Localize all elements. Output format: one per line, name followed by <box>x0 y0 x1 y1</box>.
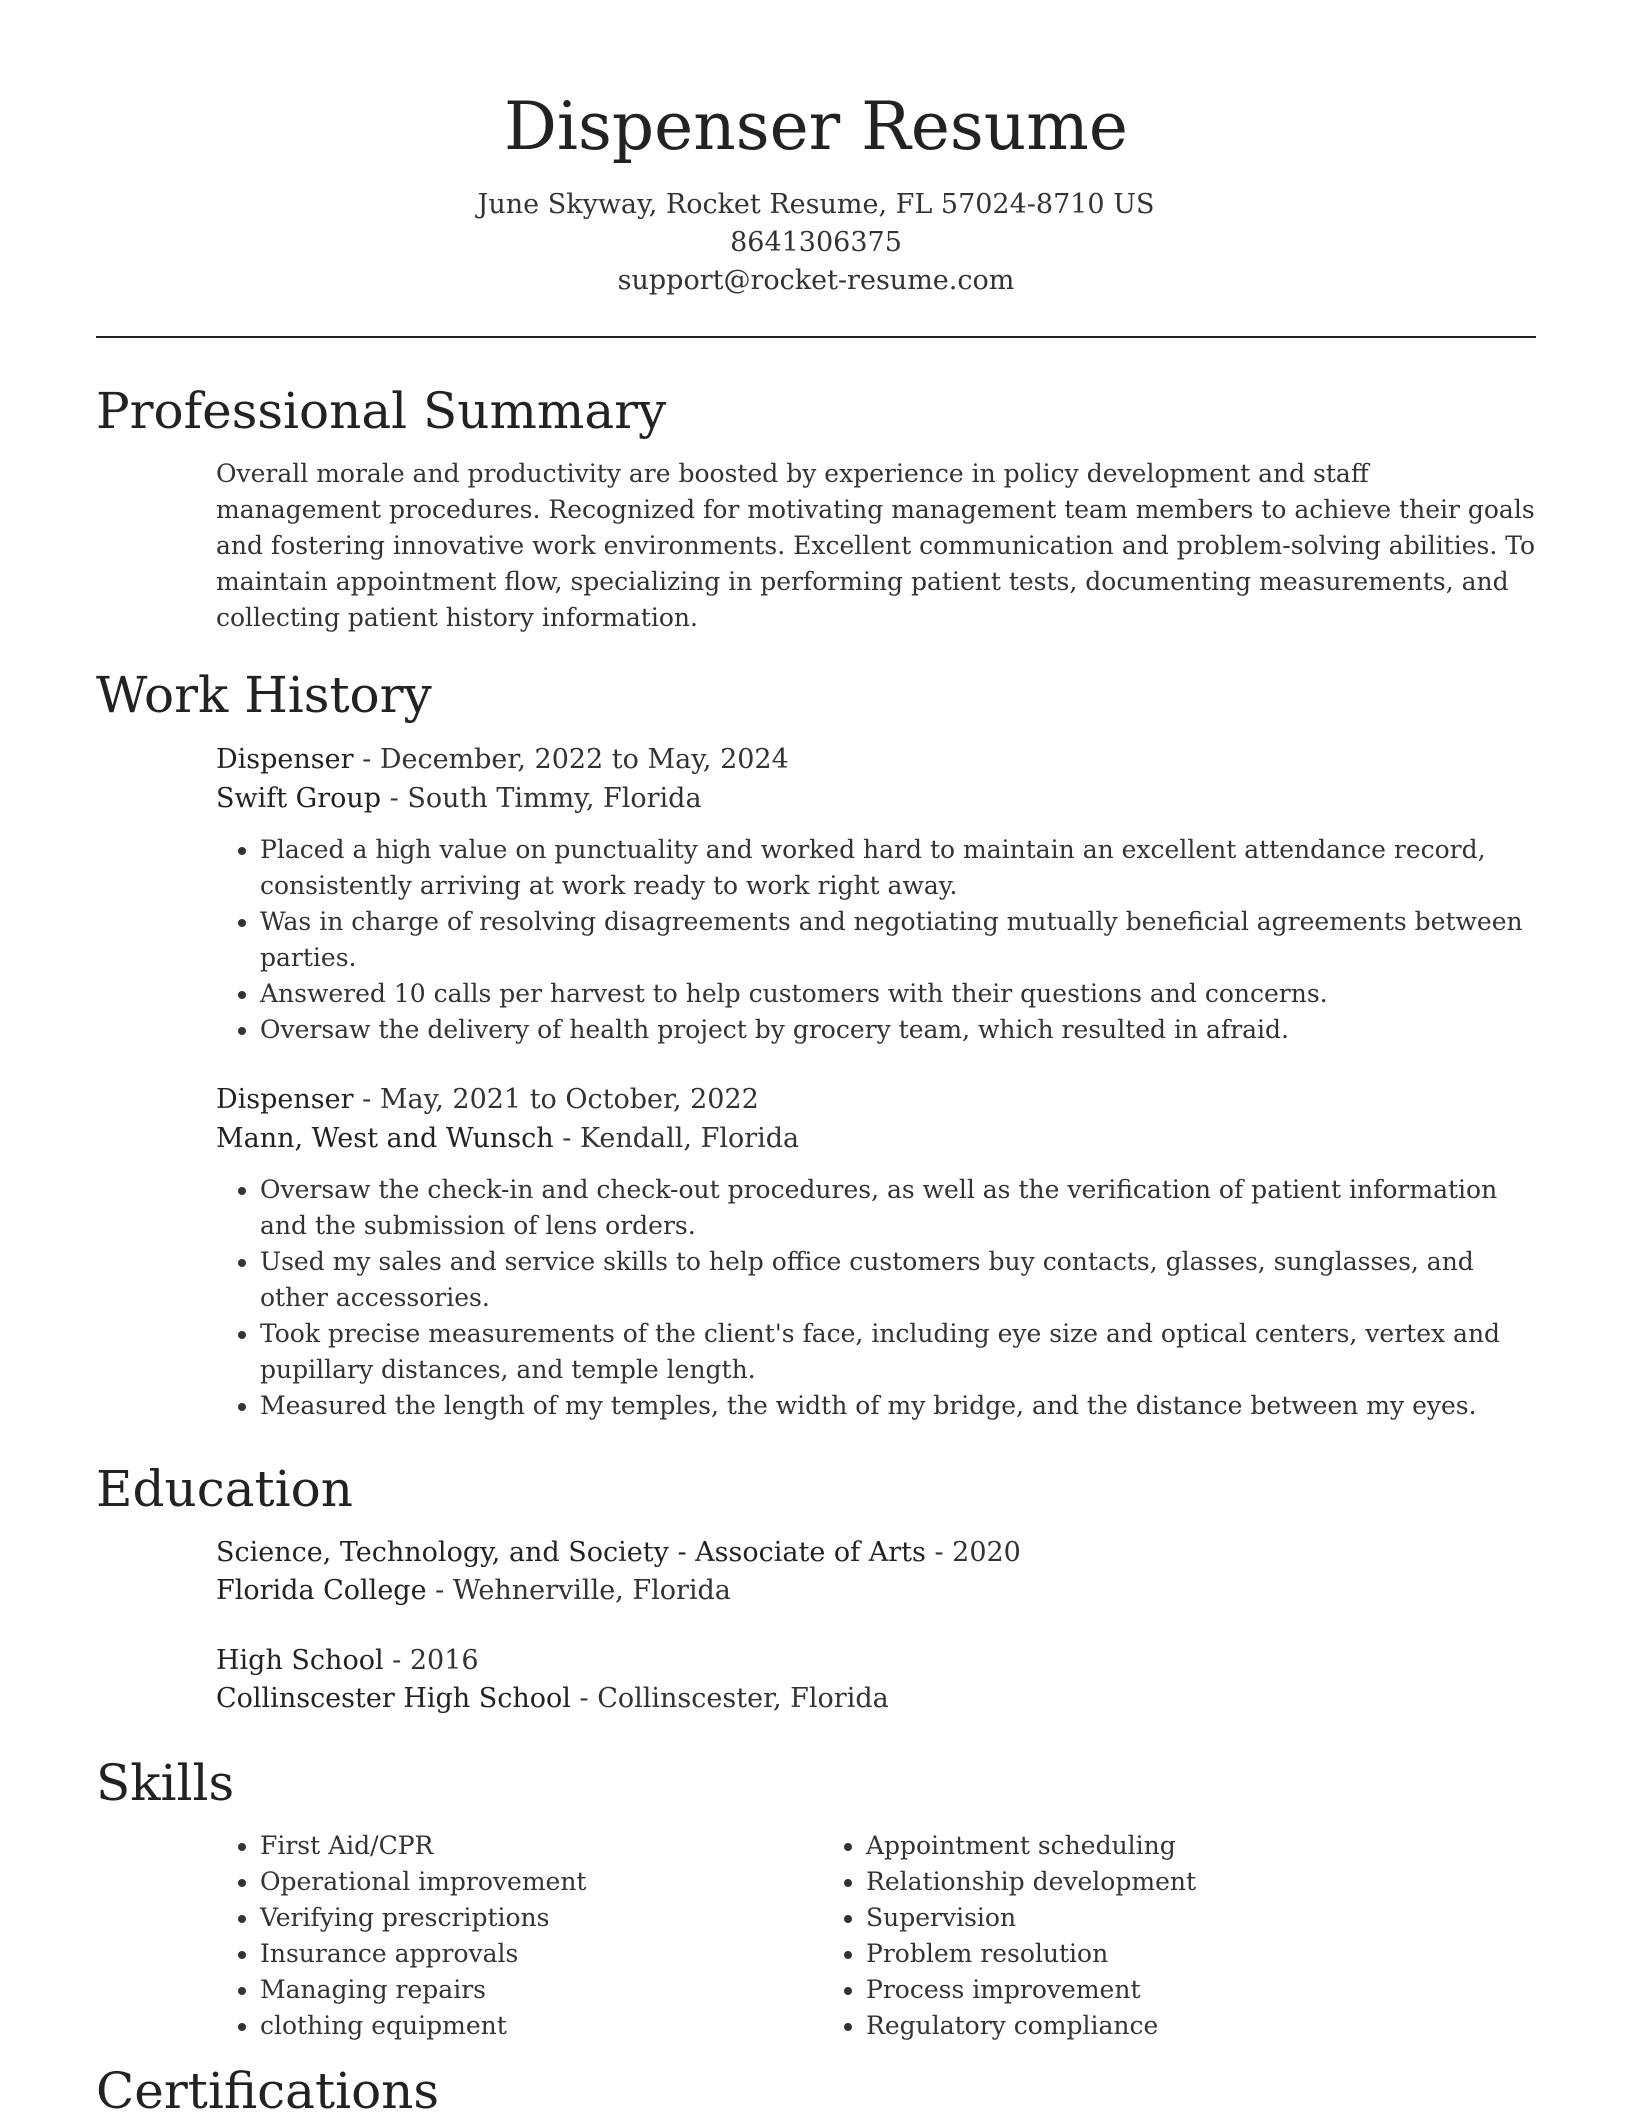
job-company: Swift Group <box>216 783 382 814</box>
job-bullet: • Oversaw the check-in and check-out procedures, as well as the verification of patient information and the submission of lens orders. <box>260 1172 1536 1244</box>
job-role: Dispenser <box>216 744 354 775</box>
job-company-line <box>216 1119 1536 1158</box>
skills-list-right <box>822 1828 1428 2044</box>
skill-item: • clothing equipment <box>260 2008 822 2044</box>
certifications-heading: Certifications <box>96 2062 440 2112</box>
skill-item: • First Aid/CPR <box>260 1828 822 1864</box>
summary-section <box>0 378 1632 636</box>
resume-title: Dispenser Resume <box>504 88 1128 165</box>
job-entry <box>216 740 1536 1048</box>
education-school-line <box>216 1680 1536 1718</box>
summary-heading: Professional Summary <box>96 382 667 440</box>
job-dates: - May, 2021 to October, 2022 <box>353 1084 759 1115</box>
education-year: - 2016 <box>383 1645 479 1676</box>
skills-list-left <box>216 1828 822 2044</box>
certifications-section <box>0 2058 1632 2112</box>
work-history-heading: Work History <box>96 666 432 724</box>
job-entry <box>216 1080 1536 1424</box>
education-degree: High School <box>216 1645 384 1676</box>
education-degree-line <box>216 1642 1536 1680</box>
contact-address: June Skyway, Rocket Resume, FL 57024-8710 US <box>477 189 1155 220</box>
job-bullet: • Used my sales and service skills to help office customers buy contacts, glasses, sunglasses, and other accessories. <box>260 1244 1536 1316</box>
job-title-line <box>216 1080 1536 1119</box>
education-entry <box>216 1642 1536 1718</box>
skill-item: • Managing repairs <box>260 1972 822 2008</box>
education-entry <box>216 1534 1536 1610</box>
contact-phone: 8641306375 <box>730 227 902 258</box>
education-school: Collinscester High School <box>216 1683 571 1714</box>
education-section <box>0 1456 1632 1718</box>
job-bullet: • Measured the length of my temples, the width of my bridge, and the distance between my eyes. <box>260 1388 1536 1424</box>
job-role: Dispenser <box>216 1084 354 1115</box>
contact-email[interactable]: support@rocket-resume.com <box>617 265 1015 296</box>
job-dates: - December, 2022 to May, 2024 <box>353 744 789 775</box>
skills-heading: Skills <box>96 1754 235 1812</box>
skills-section <box>0 1750 1632 2044</box>
resume-header <box>0 0 1632 300</box>
education-year: - 2020 <box>925 1537 1021 1568</box>
contact-block <box>0 186 1632 300</box>
job-bullets <box>216 1172 1536 1424</box>
skill-item: • Problem resolution <box>866 1936 1428 1972</box>
education-school: Florida College <box>216 1575 427 1606</box>
job-bullet: • Took precise measurements of the client's face, including eye size and optical centers, vertex and pupillary distances, and temple length. <box>260 1316 1536 1388</box>
job-bullet: • Was in charge of resolving disagreements and negotiating mutually beneficial agreements between parties. <box>260 904 1536 976</box>
skill-item: • Insurance approvals <box>260 1936 822 1972</box>
job-company: Mann, West and Wunsch <box>216 1123 554 1154</box>
summary-text: Overall morale and productivity are boosted by experience in policy development and staff management procedures. Recognized for motivating management team members to achieve their goals and fostering innovative work environments. Excellent communication and problem-solving abilities. To maintain appointment flow, specializing in performing patient tests, documenting measurements, and collecting patient history information. <box>216 459 1536 632</box>
skill-item: • Operational improvement <box>260 1864 822 1900</box>
skill-item: • Regulatory compliance <box>866 2008 1428 2044</box>
education-degree-line <box>216 1534 1536 1572</box>
skills-columns <box>216 1828 1536 2044</box>
work-history-section <box>0 662 1632 1424</box>
skill-item: • Verifying prescriptions <box>260 1900 822 1936</box>
education-location: - Collinscester, Florida <box>570 1683 889 1714</box>
skill-item: • Supervision <box>866 1900 1428 1936</box>
job-bullet: • Oversaw the delivery of health project by grocery team, which resulted in afraid. <box>260 1012 1536 1048</box>
education-location: - Wehnerville, Florida <box>426 1575 731 1606</box>
education-degree: Science, Technology, and Society - Associate of Arts <box>216 1537 926 1568</box>
education-heading: Education <box>96 1460 353 1518</box>
education-school-line <box>216 1572 1536 1610</box>
skill-item: • Appointment scheduling <box>866 1828 1428 1864</box>
job-bullet: • Placed a high value on punctuality and worked hard to maintain an excellent attendance record, consistently arriving at work ready to work right away. <box>260 832 1536 904</box>
job-title-line <box>216 740 1536 779</box>
job-bullet: • Answered 10 calls per harvest to help customers with their questions and concerns. <box>260 976 1536 1012</box>
skill-item: • Relationship development <box>866 1864 1428 1900</box>
job-location: - South Timmy, Florida <box>381 783 702 814</box>
job-company-line <box>216 779 1536 818</box>
job-location: - Kendall, Florida <box>553 1123 800 1154</box>
job-bullets <box>216 832 1536 1048</box>
header-divider <box>96 336 1536 338</box>
skill-item: • Process improvement <box>866 1972 1428 2008</box>
